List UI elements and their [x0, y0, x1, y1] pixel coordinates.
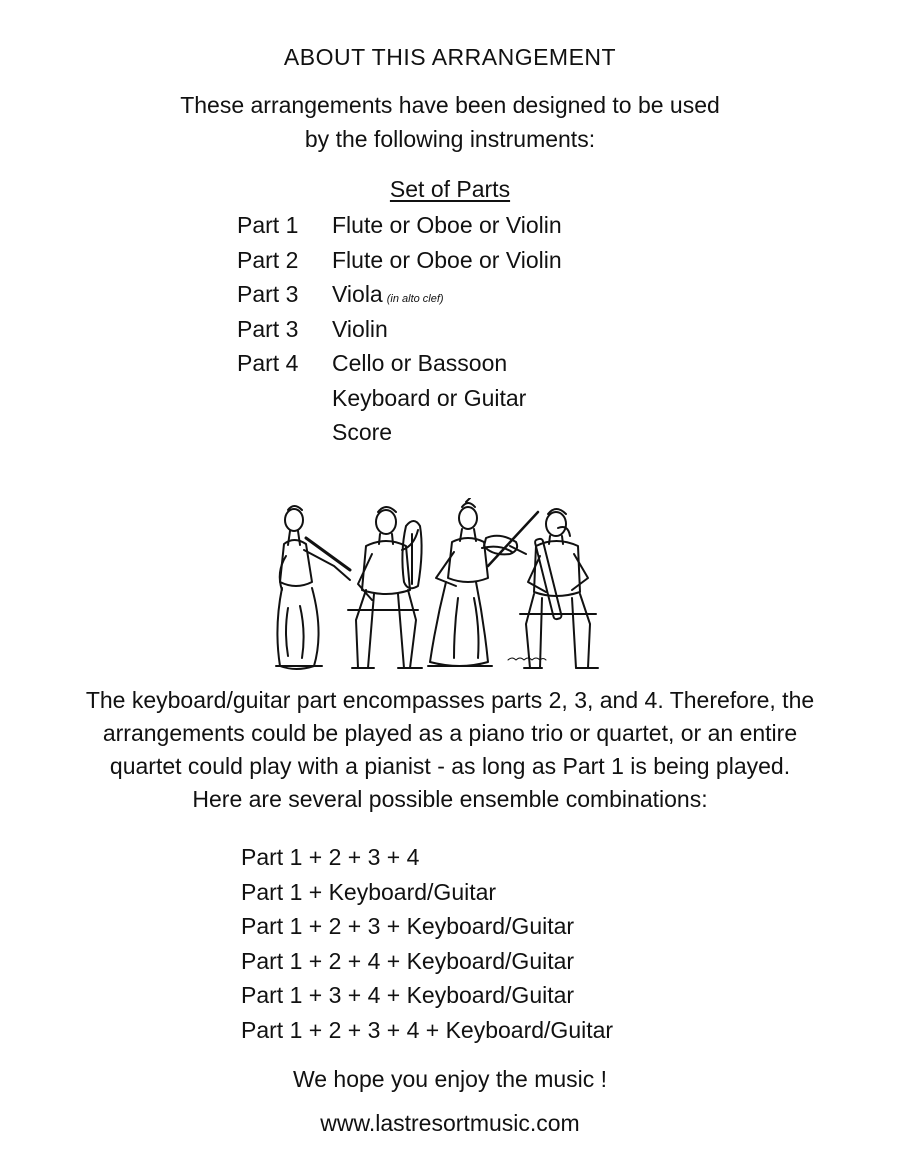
ensemble-illustration-icon: [262, 498, 612, 674]
bassoon-player-figure: [520, 509, 598, 668]
part-instrument-label: Score: [332, 419, 393, 445]
combination-item: Part 1 + 2 + 3 + 4: [241, 844, 420, 870]
part-instrument-label: Violin: [332, 315, 388, 342]
part-note: (in alto clef): [386, 293, 444, 305]
intro-line: by the following instruments:: [304, 126, 596, 152]
combination-item: Part 1 + 3 + 4 + Keyboard/Guitar: [241, 982, 575, 1009]
combination-item: Part 1 + 2 + 4 + Keyboard/Guitar: [241, 947, 575, 974]
part-instrument-label: Flute or Oboe or Violin: [332, 212, 562, 238]
part-instrument-label: Flute or Oboe or Violin: [332, 246, 562, 273]
part-instrument: [332, 346, 507, 381]
part-number: Part 3: [237, 315, 299, 342]
combinations-list: [241, 840, 613, 1048]
closing-text: We hope you enjoy the music !: [292, 1066, 608, 1092]
explanation-line: arrangements could be played as a piano trio or quartet, or an entire: [102, 720, 798, 746]
part-instrument: [332, 312, 388, 347]
combination-item: Part 1 + Keyboard/Guitar: [241, 878, 497, 905]
part-number: Part 3: [237, 281, 299, 307]
part-instrument: [332, 243, 562, 278]
part-instrument: [332, 208, 562, 243]
explanation-text: [0, 684, 900, 816]
viola-player-figure: [348, 507, 422, 668]
violin-player-figure: [428, 498, 538, 666]
part-instrument-label: Keyboard or Guitar: [332, 384, 527, 411]
part-instrument-label: Viola: [332, 281, 383, 307]
explanation-line: The keyboard/guitar part encompasses parts 2, 3, and 4. Therefore, the: [85, 687, 815, 713]
intro-text: [0, 88, 900, 156]
part-number: Part 4: [237, 350, 299, 376]
part-instrument: [332, 381, 526, 416]
combination-item: Part 1 + 2 + 3 + 4 + Keyboard/Guitar: [241, 1016, 614, 1043]
part-instrument: [332, 415, 392, 450]
part-number: Part 1: [237, 212, 299, 238]
combination-item: Part 1 + 2 + 3 + Keyboard/Guitar: [241, 913, 575, 940]
part-number: Part 2: [237, 246, 299, 273]
part-instrument-label: Cello or Bassoon: [332, 350, 508, 376]
page-title: ABOUT THIS ARRANGEMENT: [283, 44, 617, 70]
parts-heading: Set of Parts: [389, 176, 511, 202]
website-link[interactable]: www.lastresortmusic.com: [320, 1110, 580, 1136]
explanation-line: quartet could play with a pianist - as long as Part 1 is being played.: [109, 753, 791, 779]
explanation-line: Here are several possible ensemble combinations:: [192, 786, 708, 812]
oboe-player-figure: [276, 506, 350, 669]
intro-line: These arrangements have been designed to be used: [180, 92, 720, 118]
